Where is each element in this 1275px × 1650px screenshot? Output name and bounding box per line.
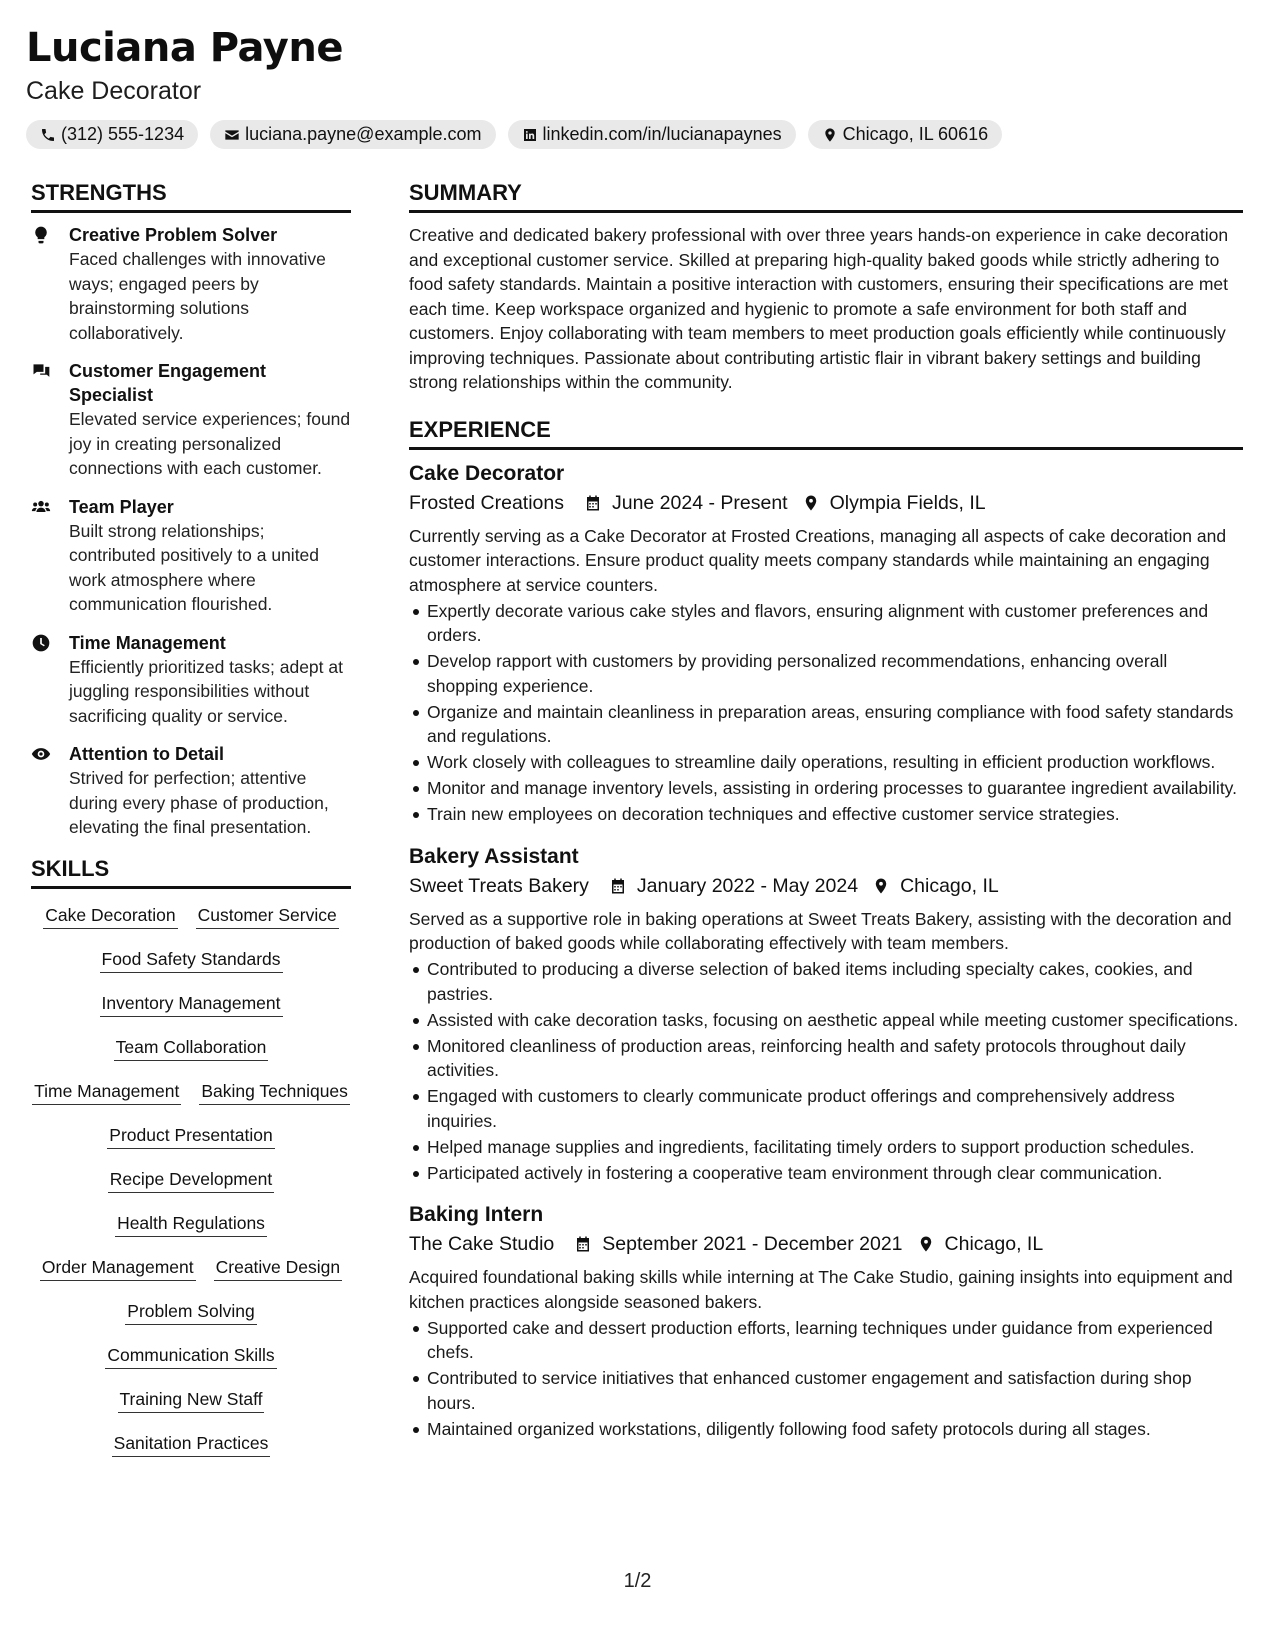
job-bullet: Train new employees on decoration techniques and effective customer service strategies. — [409, 802, 1243, 827]
calendar-icon — [584, 494, 602, 512]
strength-title: Creative Problem Solver — [69, 225, 278, 245]
strength-title: Time Management — [69, 632, 226, 653]
job-title: Bakery Assistant — [409, 844, 579, 868]
job-company: Sweet Treats Bakery — [409, 874, 589, 897]
skill-tag: Communication Skills — [105, 1343, 276, 1369]
job-bullet: Develop rapport with customers by providing personalized recommendations, enhancing overall shopping experience. — [409, 649, 1243, 698]
linkedin-contact[interactable] — [508, 120, 796, 149]
location-text: Chicago, IL 60616 — [842, 124, 989, 144]
phone-text: (312) 555-1234 — [61, 124, 185, 144]
job-bullet: Organize and maintain cleanliness in preparation areas, ensuring compliance with food safety standards and regulations. — [409, 700, 1243, 749]
skill-tag: Recipe Development — [108, 1167, 274, 1193]
clock-icon — [31, 633, 51, 653]
job-bullet: Maintained organized workstations, diligently following food safety protocols during all stages. — [409, 1417, 1243, 1442]
job-bullet: Work closely with colleagues to streamline daily operations, resulting in efficient production workflows. — [409, 750, 1243, 775]
job-bullet: Helped manage supplies and ingredients, facilitating timely orders to support production schedules. — [409, 1135, 1243, 1160]
job-location: Chicago, IL — [944, 1233, 1044, 1255]
strength-desc: Faced challenges with innovative ways; engaged peers by brainstorming solutions collaboratively. — [69, 249, 326, 343]
job-description: Served as a supportive role in baking operations at Sweet Treats Bakery, assisting with the decoration and production of baked goods while collaborating effectively with team members. — [409, 908, 1232, 953]
skill-tag: Training New Staff — [118, 1387, 265, 1413]
job-bullet: Monitored cleanliness of production areas, reinforcing health and safety protocols throughout daily activities. — [409, 1034, 1243, 1083]
job-meta — [409, 871, 1243, 901]
users-icon — [31, 497, 51, 517]
job-bullets — [409, 957, 1243, 1185]
skill-tag: Problem Solving — [125, 1299, 256, 1325]
skill-tag: Creative Design — [214, 1255, 343, 1281]
candidate-role: Cake Decorator — [26, 77, 202, 105]
job-description: Currently serving as a Cake Decorator at Frosted Creations, managing all aspects of cake decoration and customer interactions. Ensure product quality meets company standards while maintaining an engaging atmosphere at service counters. — [409, 525, 1227, 595]
left-column — [31, 178, 351, 1457]
job-location: Olympia Fields, IL — [829, 491, 986, 514]
job-entry — [409, 843, 1243, 1186]
resume-header — [26, 24, 1246, 149]
skill-tag: Time Management — [32, 1079, 181, 1105]
strengths-heading: STRENGTHS — [31, 178, 351, 213]
skill-tag: Customer Service — [196, 903, 339, 929]
linkedin-text: linkedin.com/in/lucianapaynes — [542, 124, 782, 144]
summary-text: Creative and dedicated bakery professional with over three years hands-on experience in cake decoration and exceptional customer service. Skilled at preparing high-quality baked goods while strictly adhering to food safety standards. Maintain a positive interaction with customers, ensuring their specifications are met each time. Keep workspace organized and hygienic to promote a safe environment for both staff and customers. Enjoy collaborating with team members to meet production goals efficiently while continuously improving techniques. Passionate about contributing artistic flair in vibrant bakery settings and building strong relationships within the community. — [409, 225, 1229, 392]
skill-tag: Food Safety Standards — [100, 947, 283, 973]
map-pin-icon — [822, 127, 838, 143]
job-bullet: Expertly decorate various cake styles and flavors, ensuring alignment with customer preferences and orders. — [409, 599, 1243, 648]
job-bullets — [409, 599, 1243, 827]
job-bullets — [409, 1316, 1243, 1442]
job-meta — [409, 488, 1243, 518]
skill-tag: Health Regulations — [115, 1211, 267, 1237]
job-dates: June 2024 - Present — [611, 491, 788, 514]
skill-tag: Inventory Management — [100, 991, 283, 1017]
skill-tag: Sanitation Practices — [112, 1431, 271, 1457]
page-number: 1/2 — [623, 1570, 652, 1592]
phone-icon — [40, 127, 56, 143]
envelope-icon — [224, 127, 240, 143]
job-dates: January 2022 - May 2024 — [636, 874, 859, 897]
job-bullet: Engaged with customers to clearly communicate product offerings and comprehensively address inquiries. — [409, 1084, 1243, 1133]
calendar-icon — [609, 877, 627, 895]
strength-title: Attention to Detail — [69, 744, 224, 764]
job-title: Cake Decorator — [409, 461, 565, 485]
summary-heading: SUMMARY — [409, 178, 1243, 213]
job-meta — [409, 1229, 1243, 1259]
skill-tag: Order Management — [40, 1255, 196, 1281]
email-text: luciana.payne@example.com — [245, 124, 482, 144]
experience-heading: EXPERIENCE — [409, 415, 1243, 450]
job-bullet: Monitor and manage inventory levels, assisting in ordering processes to guarantee ingredient availability. — [409, 776, 1243, 801]
phone-contact[interactable] — [26, 120, 198, 149]
job-company: The Cake Studio — [409, 1233, 555, 1255]
strength-title: Team Player — [69, 496, 174, 517]
job-title: Baking Intern — [409, 1203, 544, 1226]
strength-item — [31, 223, 351, 345]
strength-item — [31, 359, 351, 481]
strength-item — [31, 495, 351, 617]
lightbulb-icon — [31, 225, 51, 245]
job-bullet: Supported cake and dessert production efforts, learning techniques under guidance from experienced chefs. — [409, 1316, 1243, 1365]
job-bullet: Assisted with cake decoration tasks, focusing on aesthetic appeal while meeting customer specifications. — [409, 1008, 1243, 1033]
linkedin-icon — [522, 127, 538, 143]
skills-heading: SKILLS — [31, 854, 351, 889]
email-contact[interactable] — [210, 120, 495, 149]
strength-desc: Elevated service experiences; found joy in creating personalized connections with each customer. — [69, 409, 351, 478]
job-location: Chicago, IL — [900, 874, 999, 897]
map-pin-icon — [872, 877, 890, 895]
location-contact[interactable] — [808, 120, 1002, 149]
eye-icon — [31, 744, 51, 764]
job-dates: September 2021 - December 2021 — [602, 1233, 903, 1255]
skill-tag: Cake Decoration — [43, 903, 177, 929]
comments-icon — [31, 361, 51, 381]
map-pin-icon — [917, 1235, 935, 1253]
strength-desc: Built strong relationships; contributed positively to a united work atmosphere where communication flourished. — [69, 520, 320, 614]
job-bullet: Contributed to service initiatives that enhanced customer engagement and satisfaction during shop hours. — [409, 1366, 1243, 1415]
job-description: Acquired foundational baking skills while interning at The Cake Studio, gaining insights into equipment and kitchen practices alongside seasoned bakers. — [409, 1267, 1233, 1312]
strength-desc: Efficiently prioritized tasks; adept at juggling responsibilities without sacrificing quality or service. — [69, 656, 343, 726]
strength-item — [31, 631, 351, 729]
skill-tag: Baking Techniques — [199, 1079, 350, 1105]
right-column — [409, 178, 1243, 1457]
job-bullet: Contributed to producing a diverse selection of baked items including specialty cakes, cookies, and pastries. — [409, 957, 1243, 1006]
strength-item — [31, 742, 351, 840]
skill-tag: Team Collaboration — [114, 1035, 269, 1061]
job-entry — [409, 460, 1243, 827]
job-company: Frosted Creations — [409, 491, 564, 514]
strength-title: Customer Engagement Specialist — [69, 361, 267, 405]
calendar-icon — [574, 1235, 592, 1253]
candidate-name: Luciana Payne — [26, 25, 343, 71]
contact-bar — [26, 120, 1246, 149]
map-pin-icon — [802, 494, 820, 512]
strength-desc: Strived for perfection; attentive during every phase of production, elevating the final presentation. — [69, 768, 329, 837]
skills-list — [31, 899, 351, 1457]
skill-tag: Product Presentation — [107, 1123, 274, 1149]
job-bullet: Participated actively in fostering a cooperative team environment through clear communication. — [409, 1161, 1243, 1186]
job-entry — [409, 1201, 1243, 1441]
